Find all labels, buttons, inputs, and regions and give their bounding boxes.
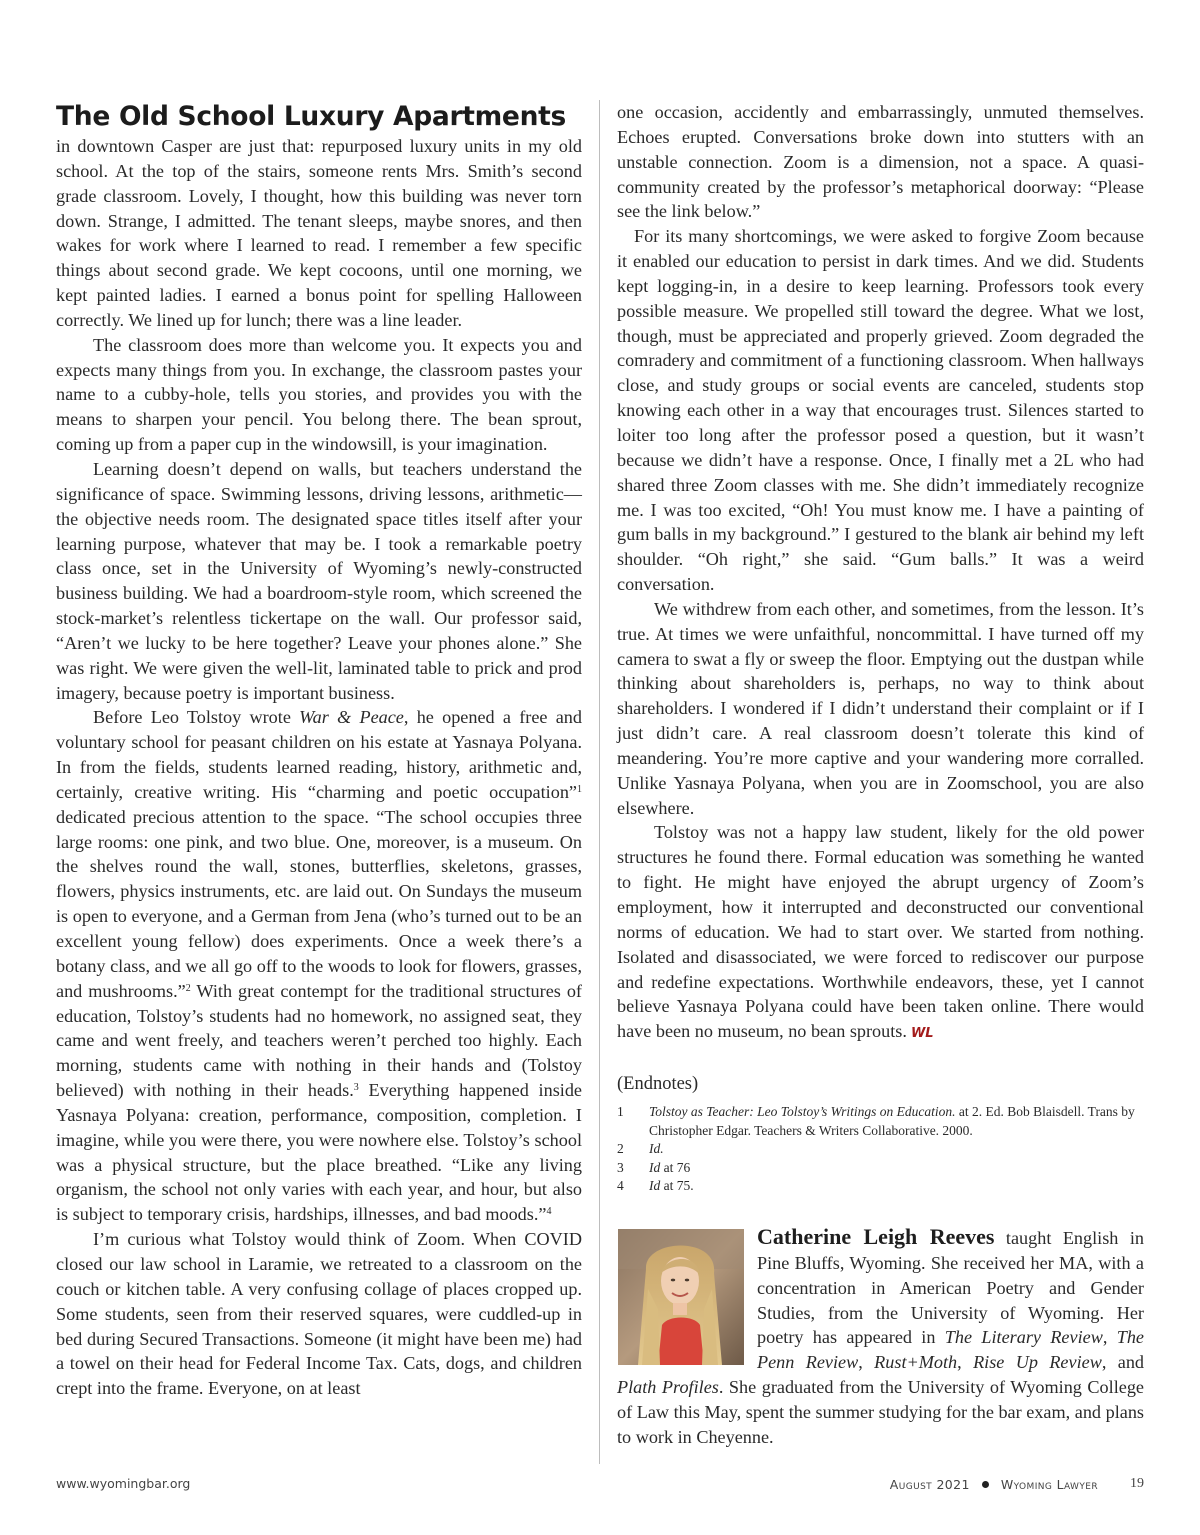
endnote-number: 1 <box>617 1104 624 1119</box>
endnote-citation: Id. <box>649 1141 664 1156</box>
footnote-ref-4: 4 <box>546 1206 552 1218</box>
column-divider <box>599 100 600 1464</box>
footnote-ref-3: 3 <box>353 1082 359 1094</box>
publication-title: Plath Profiles <box>617 1377 719 1398</box>
bio-text: . She graduated from the University of Wyoming College of Law this May, spent the summer studying for the bar exam, and plans to work in Cheyenne. <box>617 1377 1144 1447</box>
publication-title: Rise Up Review <box>973 1352 1102 1373</box>
article-title: The Old School Luxury Apartments <box>56 101 566 132</box>
paragraph-2: The classroom does more than welcome you. It expects you and expects many things from you. In exchange, the classroom pastes your name to a cubby-hole, tells you stories, and provides you with the means to sharpen your pencil. You belong there. The bean sprout, coming up from a paper cup in the windowsill, is your imagination. <box>56 334 582 455</box>
endnote-citation: Id <box>649 1159 661 1175</box>
issue-date: August 2021 <box>889 1476 970 1492</box>
endnote-number: 4 <box>617 1178 624 1193</box>
bullet-icon <box>982 1481 989 1488</box>
paragraph-9 <box>617 820 1144 1047</box>
endnote-rest: at 2. Ed. Bob Blaisdell. Trans by Christopher Edgar. Teachers & Writers Collaborative. 2000. <box>649 1104 1135 1138</box>
text-run: Everything happened inside Yasnaya Polyana: creation, performance, composition, completion. I imagine, while you were there, you were nowhere else. Tolstoy’s school was a physical structure, but the place breathed. “Like any living organism, the school not only varies with each year, and hour, but also is subject to temporary crisis, hardships, illnesses, and bad moods.” <box>56 1080 582 1225</box>
article-left-column <box>56 100 582 1401</box>
endnote-citation: Tolstoy as Teacher: Leo Tolstoy’s Writings on Education. <box>649 1104 956 1119</box>
book-title: War & Peace <box>299 707 404 728</box>
text-run: dedicated precious attention to the space. “The school occupies three large rooms: one pink, and two blue. One, moreover, is a museum. On the shelves round the wall, stones, butterflies, skeletons, grasses, flowers, physics instruments, etc. are laid out. On Sundays the museum is open to everyone, and a German from Jena (who’s turned out to be an excellent young fellow) does experiments. Once a week there’s a botany class, and we all go off to the woods to look for flowers, grasses, and mushrooms.” <box>56 806 582 1001</box>
website-link[interactable]: www.wyomingbar.org <box>56 1476 191 1491</box>
page-number: 19 <box>1130 1476 1144 1491</box>
endnote-number: 3 <box>617 1159 624 1175</box>
publication-title: Rust+Moth <box>874 1352 958 1373</box>
endnote-text <box>649 1159 1144 1178</box>
paragraph-8: We withdrew from each other, and sometimes, from the lesson. It’s true. At times we were unfaithful, noncommittal. I have turned off my camera to swat a fly or sweep the floor. Emptying out the dustpan while thinking about shareholders is, perhaps, no way to think about shareholders. I wondered if I didn’t understand their complaint or if I just didn’t care. A real classroom doesn’t tolerate this kind of meandering. You’re more captive and your wandering more corralled. Unlike Yasnaya Polyana, when you are in Zoomschool, you are also elsewhere. <box>617 598 1144 818</box>
footnote-ref-1: 1 <box>577 783 582 795</box>
endnote-text <box>649 1103 1144 1140</box>
endnote-item <box>617 1159 1144 1178</box>
endnotes <box>617 1072 1144 1196</box>
endnotes-heading: (Endnotes) <box>617 1074 699 1094</box>
endnote-citation: Id <box>649 1178 661 1193</box>
footnote-ref-2: 2 <box>185 982 191 994</box>
photo-spacer <box>617 1225 757 1369</box>
publication-title: The Literary Review <box>944 1327 1103 1348</box>
endnotes-list <box>617 1103 1144 1196</box>
paragraph-5: I’m curious what Tolstoy would think of Zoom. When COVID closed our law school in Laramie, we retreated to a classroom on the couch or kitchen table. A very confusing collage of places cropped up. Some students, seen from their reserved squares, were cuddled-up in bed during Secured Transactions. Someone (it might have been me) had a towel on their head for Federal Income Tax. Cats, dogs, and children crept into the frame. Everyone, on at least <box>56 1229 582 1399</box>
endnote-item <box>617 1140 1144 1159</box>
paragraph-7: For its many shortcomings, we were asked to forgive Zoom because it enabled our education to persist in dark times. And we did. Students kept logging-in, in a desire to keep learning. Professors took every possible measure. We propelled still toward the degree. What we lost, though, must be appreciated and properly grieved. Zoom degraded the comradery and commitment of a functioning classroom. When hallways close, and study groups or social events are canceled, students stop knowing each other in a way that encourages trust. Silences started to loiter too long after the professor posed a question, but it wasn’t because we didn’t have a response. Once, I finally met a 2L who had shared three Zoom classes with me. She didn’t immediately recognize me. I was too excited, “Oh! You must know me. I have a painting of gum balls in my background.” I gestured to the blank air behind my left shoulder. “Oh right,” she said. “Gum balls.” It was a weird conversation. <box>617 226 1144 595</box>
endnote-text <box>649 1177 1144 1196</box>
bio-text: , <box>957 1352 974 1373</box>
bio-text: , <box>858 1352 875 1373</box>
text-run: , he opened a free and voluntary school for peasant children on his estate at Yasnaya Polyana. In from the fields, students learned reading, history, arithmetic and, certainly, creative writing. His “charming and poetic occupation” <box>56 707 582 802</box>
paragraph-6: one occasion, accidently and embarrassingly, unmuted themselves. Echoes erupted. Conversations broke down into stutters with an unstable connection. Zoom is a dimension, not a space. A quasi-community created by the professor’s metaphorical doorway: “Please see the link below.” <box>617 102 1144 222</box>
bio-text: taught English in Pine Bluffs, Wyoming. She received her MA, with a concentration in American Poetry and Gender Studies, from the University of Wyoming. Her poetry has appeared in <box>757 1228 1145 1348</box>
text-run: Tolstoy was not a happy law student, likely for the old power structures he found there. Formal education was something he wanted to fight. He might have enjoyed the abrupt urgency of Zoom’s employment, how it interrupted and deconstructed our conventional norms of education. We had to start over. We started from nothing. Isolated and disassociated, we were forced to rediscover our purpose and redefine expectations. Worthwhile endeavors, these, yet I cannot believe Yasnaya Polyana could have been taken online. There would have been no museum, no bean sprouts. <box>617 822 1144 1042</box>
endnote-item <box>617 1177 1144 1196</box>
endnote-rest: at 76 <box>660 1159 691 1175</box>
end-mark: WL <box>910 1026 934 1042</box>
bio-text: , <box>1102 1327 1117 1348</box>
author-bio <box>617 1225 1144 1450</box>
endnote-number: 2 <box>617 1141 624 1156</box>
bio-text: , and <box>1101 1352 1145 1373</box>
endnote-rest: at 75. <box>660 1178 694 1193</box>
endnote-item <box>617 1103 1144 1140</box>
article-right-column <box>617 100 1144 1047</box>
paragraph-4 <box>56 705 582 1227</box>
author-name: Catherine Leigh Reeves <box>757 1224 995 1249</box>
page-footer <box>56 1476 1144 1496</box>
publication-title: The Penn Review <box>757 1327 1144 1373</box>
paragraph-3: Learning doesn’t depend on walls, but teachers understand the significance of space. Swimming lessons, driving lessons, arithmetic—the objective needs room. The designated space titles itself after your learning purpose, whatever that may be. I took a remarkable poetry class once, set in the University of Wyoming’s newly-constructed business building. We had a boardroom-style room, which screened the stock-market’s relentless tickertape on the wall. Our professor said, “Aren’t we lucky to be here together? Leave your phones alone.” She was right. We were given the well-lit, laminated table to prick and prod imagery, because poetry is important business. <box>56 458 582 703</box>
footer-right <box>890 1476 1144 1492</box>
text-run: With great contempt for the traditional structures of education, Tolstoy’s students had no homework, no assigned seat, they came and went freely, and teachers weren’t perched too highly. Each morning, students came with nothing in their hands and (Tolstoy believed) with nothing in their heads. <box>56 980 582 1101</box>
paragraph-1: in downtown Casper are just that: repurposed luxury units in my old school. At the top of the stairs, someone rents Mrs. Smith’s second grade classroom. Lovely, I thought, how this building was never torn down. Strange, I admitted. The tenant sleeps, maybe snores, and then wakes for work where I learned to read. I remember a few specific things about second grade. We kept cocoons, until one morning, we kept painted ladies. I earned a bonus point for spelling Halloween correctly. We lined up for lunch; there was a line leader. <box>56 136 582 330</box>
text-run: Before Leo Tolstoy wrote <box>93 707 300 728</box>
publication-name: Wyoming Lawyer <box>1000 1476 1098 1492</box>
endnote-text <box>649 1140 1144 1159</box>
